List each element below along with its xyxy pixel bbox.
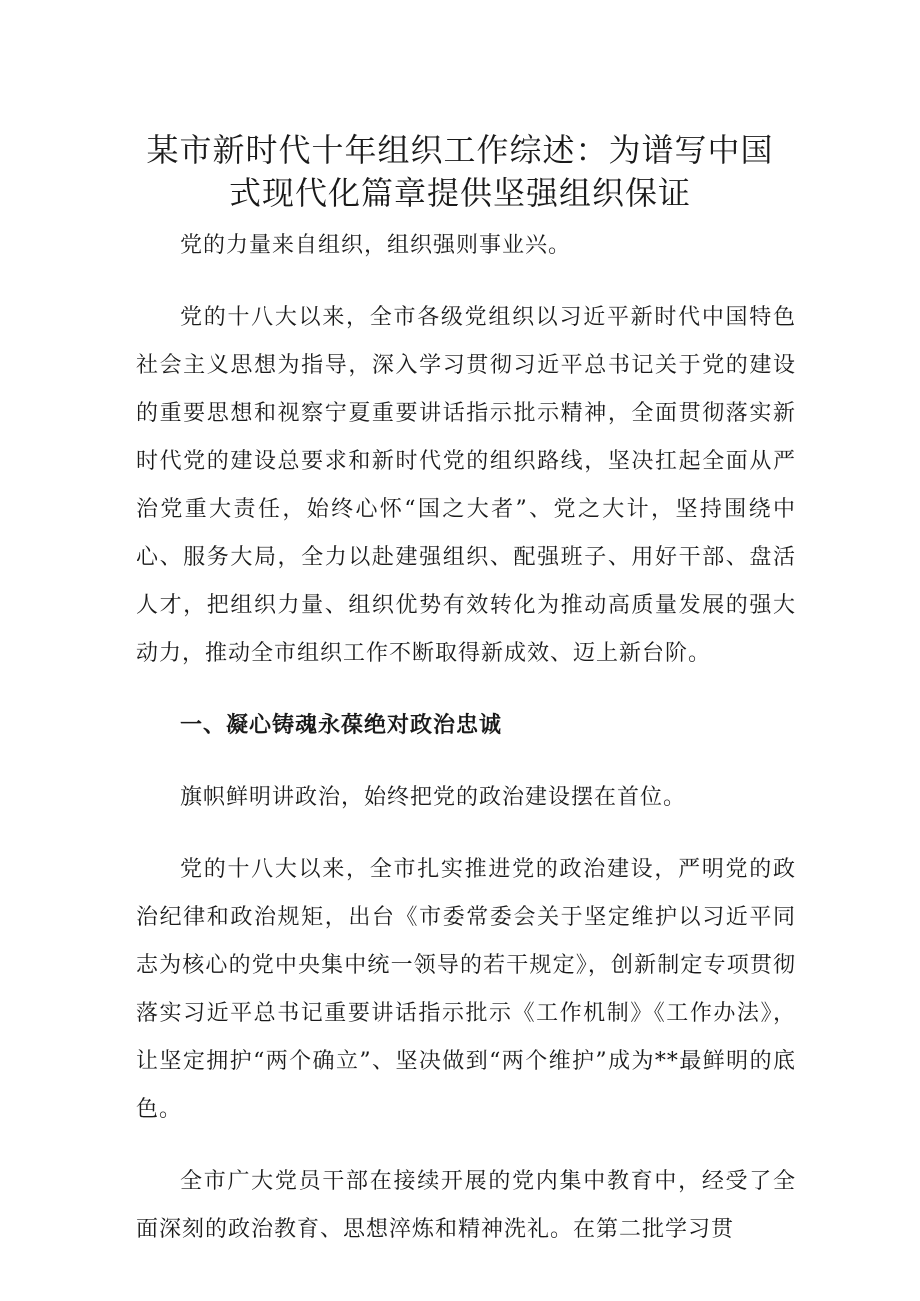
document-title-line-2: 式现代化篇章提供坚强组织保证 bbox=[228, 174, 691, 212]
paragraph-section1-political: 党的十八大以来，全市扎实推进党的政治建设，严明党的政治纪律和政治规矩，出台《市委常委会关于坚定维护以习近平同志为核心的党中央集中统一领导的若干规定》，创新制定专项贯彻落实习近平总书记重要讲话指示批示《工作机制》《工作办法》，让坚定拥护“两个确立”、坚决做到“两个维护”成为**最鲜明的底色。 bbox=[136, 857, 796, 1122]
document-body bbox=[136, 222, 796, 1254]
paragraph-section1-lead: 旗帜鲜明讲政治，始终把党的政治建设摆在首位。 bbox=[180, 785, 687, 810]
section-heading-1: 一、凝心铸魂永葆绝对政治忠诚 bbox=[180, 713, 503, 738]
paragraph-intro: 党的力量来自组织，组织强则事业兴。 bbox=[180, 233, 572, 258]
document-title-line-1: 某市新时代十年组织工作综述：为谱写中国 bbox=[146, 131, 774, 169]
paragraph-section1-education: 全市广大党员干部在接续开展的党内集中教育中，经受了全面深刻的政治教育、思想淬炼和精神洗礼。在第二批学习贯 bbox=[136, 1169, 796, 1242]
paragraph-overview: 党的十八大以来，全市各级党组织以习近平新时代中国特色社会主义思想为指导，深入学习贯彻习近平总书记关于党的建设的重要思想和视察宁夏重要讲话指示批示精神，全面贯彻落实新时代党的建设总要求和新时代党的组织路线，坚决扛起全面从严治党重大责任，始终心怀“国之大者”、党之大计，坚持围绕中心、服务大局，全力以赴建强组织、配强班子、用好干部、盘活人才，把组织力量、组织优势有效转化为推动高质量发展的强大动力，推动全市组织工作不断取得新成效、迈上新台阶。 bbox=[136, 305, 796, 666]
